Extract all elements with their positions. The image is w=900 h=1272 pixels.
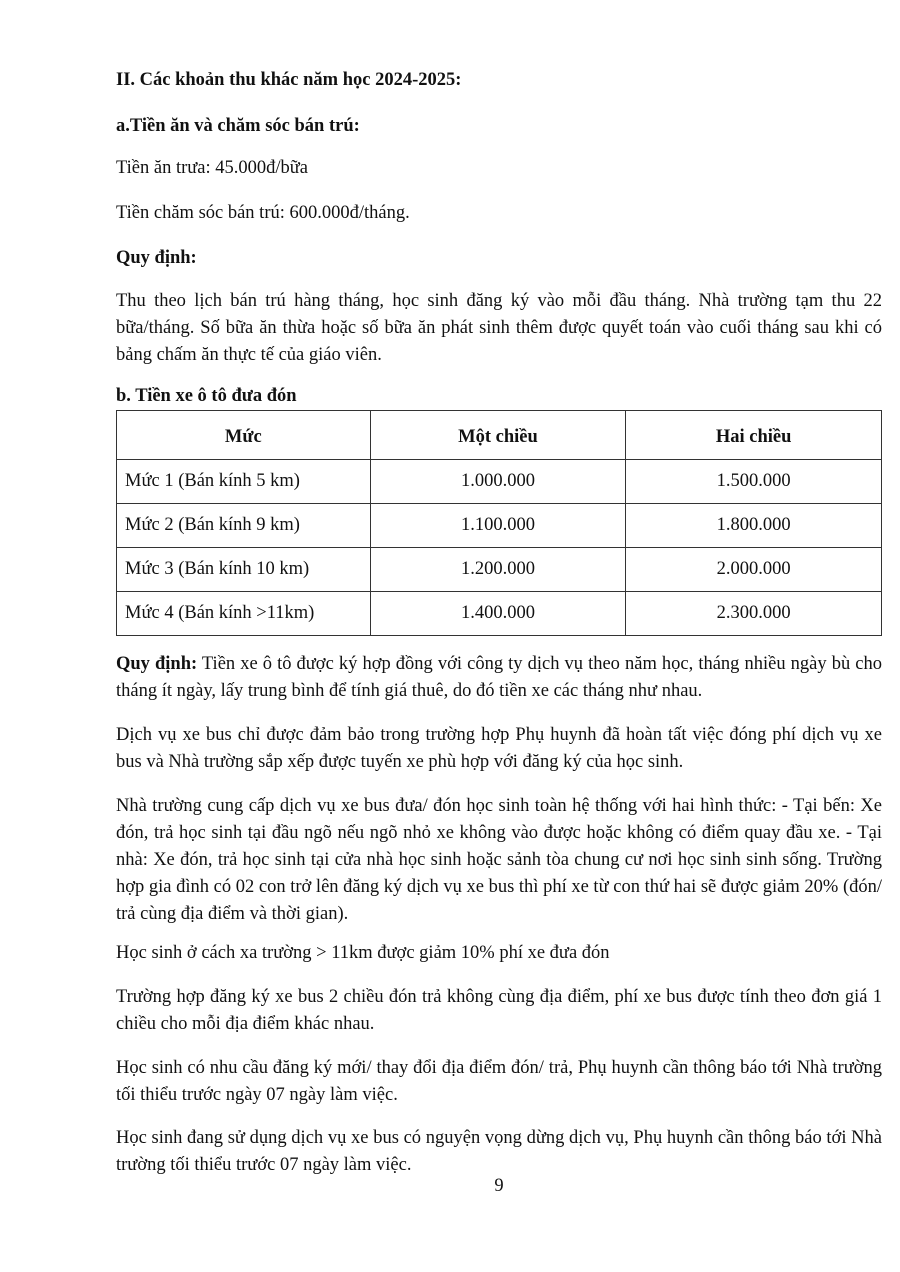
- bus-fee-table: [116, 410, 882, 636]
- lunch-fee-text: Tiền ăn trưa: 45.000đ/bữa: [116, 158, 309, 178]
- section-title: II. Các khoản thu khác năm học 2024-2025:: [116, 70, 462, 90]
- stop-service-paragraph: Học sinh đang sử dụng dịch vụ xe bus có nguyện vọng dừng dịch vụ, Phụ huynh cần thông báo tới Nhà trường tối thiểu trước 07 ngày làm việc.: [116, 1128, 882, 1175]
- subsection-a-title: a.Tiền ăn và chăm sóc bán trú:: [116, 116, 360, 136]
- distance-discount-paragraph: Học sinh ở cách xa trường > 11km được giảm 10% phí xe đưa đón: [116, 943, 610, 963]
- level-cell: Mức 3 (Bán kính 10 km): [117, 548, 371, 592]
- table-row: [117, 592, 882, 636]
- one-way-cell: 1.100.000: [370, 504, 626, 548]
- rule-b-label: Quy định:: [116, 654, 198, 674]
- bus-guarantee-paragraph: Dịch vụ xe bus chỉ được đảm bảo trong trường hợp Phụ huynh đã hoàn tất việc đóng phí dịch vụ xe bus và Nhà trường sắp xếp được tuyến xe phù hợp với đăng ký của học sinh.: [116, 725, 882, 772]
- one-way-cell: 1.200.000: [370, 548, 626, 592]
- subsection-b-title: b. Tiền xe ô tô đưa đón: [116, 386, 297, 406]
- two-way-location-paragraph: Trường hợp đăng ký xe bus 2 chiều đón trả không cùng địa điểm, phí xe bus được tính theo đơn giá 1 chiều cho mỗi địa điểm khác nhau.: [116, 987, 882, 1034]
- rule-a-text: Thu theo lịch bán trú hàng tháng, học sinh đăng ký vào mỗi đầu tháng. Nhà trường tạm thu 22 bữa/tháng. Số bữa ăn thừa hoặc số bữa ăn phát sinh thêm được quyết toán vào cuối tháng sau khi có bảng chấm ăn thực tế của giáo viên.: [116, 291, 882, 365]
- rule-b-paragraph: [116, 651, 882, 705]
- level-cell: Mức 2 (Bán kính 9 km): [117, 504, 371, 548]
- care-fee-text: Tiền chăm sóc bán trú: 600.000đ/tháng.: [116, 203, 410, 223]
- header-level: Mức: [117, 411, 371, 460]
- two-way-cell: 1.500.000: [626, 460, 882, 504]
- two-way-cell: 2.300.000: [626, 592, 882, 636]
- header-two-way: Hai chiều: [626, 411, 882, 460]
- table-row: [117, 548, 882, 592]
- two-way-cell: 1.800.000: [626, 504, 882, 548]
- rule-b-text: Tiền xe ô tô được ký hợp đồng với công ty dịch vụ theo năm học, tháng nhiều ngày bù cho tháng ít ngày, lấy trung bình để tính giá thuê, do đó tiền xe các tháng như nhau.: [116, 654, 882, 701]
- level-cell: Mức 4 (Bán kính >11km): [117, 592, 371, 636]
- table-row: [117, 460, 882, 504]
- table-row: [117, 504, 882, 548]
- header-one-way: Một chiều: [370, 411, 626, 460]
- two-way-cell: 2.000.000: [626, 548, 882, 592]
- rule-a-label: Quy định:: [116, 248, 197, 268]
- one-way-cell: 1.400.000: [370, 592, 626, 636]
- page-number: 9: [494, 1176, 504, 1196]
- level-cell: Mức 1 (Bán kính 5 km): [117, 460, 371, 504]
- table-header-row: [117, 411, 882, 460]
- change-location-paragraph: Học sinh có nhu cầu đăng ký mới/ thay đổi địa điểm đón/ trả, Phụ huynh cần thông báo tới Nhà trường tối thiểu trước ngày 07 ngày làm việc.: [116, 1058, 882, 1105]
- bus-service-forms-paragraph: Nhà trường cung cấp dịch vụ xe bus đưa/ đón học sinh toàn hệ thống với hai hình thức: - Tại bến: Xe đón, trả học sinh tại đầu ngõ nếu ngõ nhỏ xe không vào được hoặc không có điểm quay đầu xe. - Tại nhà: Xe đón, trả học sinh tại cửa nhà học sinh hoặc sảnh tòa chung cư nơi học sinh sinh sống. Trường hợp gia đình có 02 con trở lên đăng ký dịch vụ xe bus thì phí xe từ con thứ hai sẽ được giảm 20% (đón/ trả cùng địa điểm và thời gian).: [116, 796, 882, 924]
- one-way-cell: 1.000.000: [370, 460, 626, 504]
